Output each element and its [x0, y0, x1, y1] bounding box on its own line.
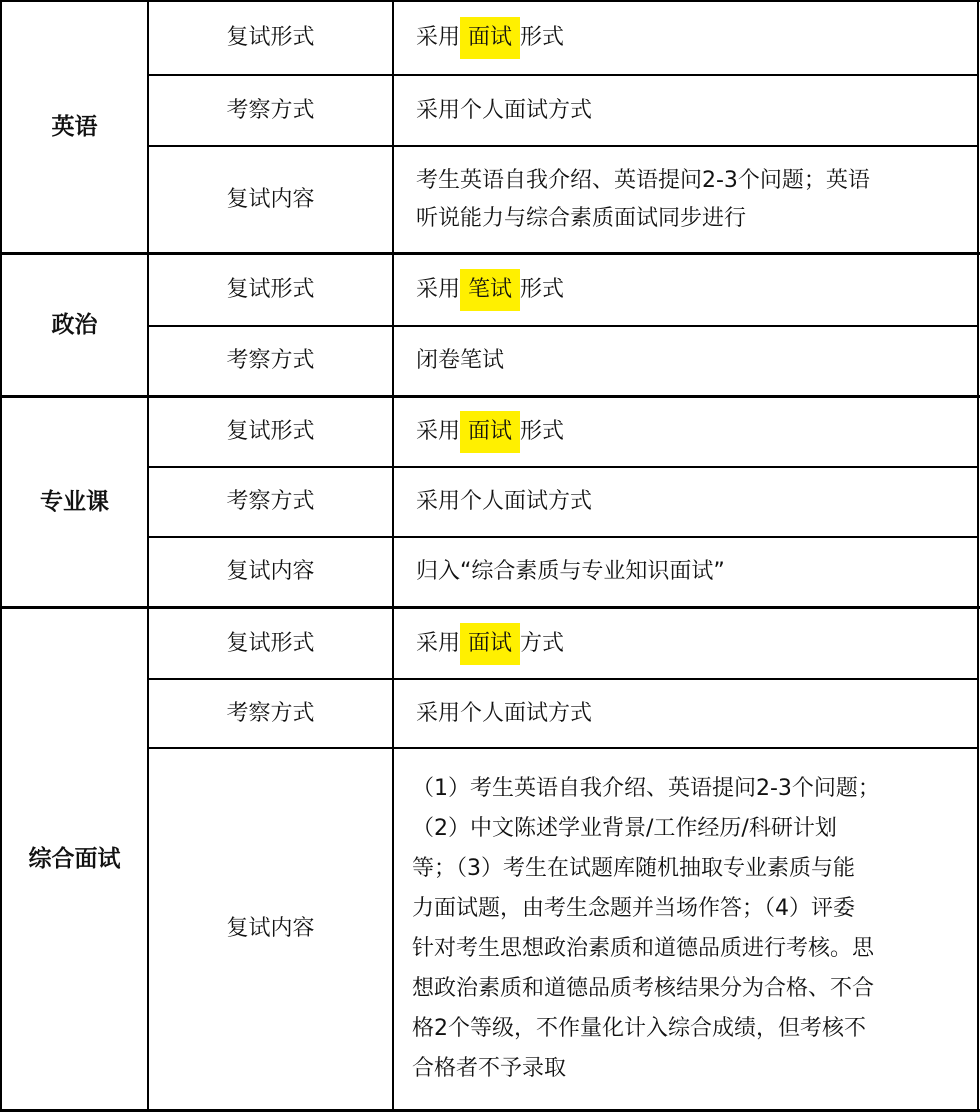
category-interview: 综合面试 — [28, 846, 121, 872]
label-form: 复试形式 — [226, 419, 315, 444]
content-line: 合格者不予录取 — [412, 1056, 567, 1081]
label-method: 考察方式 — [226, 700, 315, 726]
highlight-mark: 面试 — [460, 17, 520, 59]
content-line: 等；（3）考生在试题库随机抽取专业素质与能 — [412, 856, 855, 881]
form-prefix: 采用 — [416, 630, 461, 656]
value-method: 闭卷笔试 — [416, 348, 505, 373]
form-suffix: 形式 — [520, 419, 565, 444]
value-form — [394, 609, 977, 678]
content-line: 听说能力与综合素质面试同步进行 — [416, 205, 747, 231]
form-suffix: 形式 — [520, 25, 565, 50]
category-politics: 政治 — [51, 312, 98, 338]
category-english: 英语 — [51, 114, 98, 140]
label-content: 复试内容 — [226, 916, 315, 941]
label-form: 复试形式 — [226, 277, 315, 302]
value-content — [394, 749, 977, 1109]
category-major: 专业课 — [40, 489, 109, 515]
value-content: 归入“综合素质与专业知识面试” — [416, 559, 725, 584]
form-prefix: 采用 — [416, 277, 461, 302]
value-form — [394, 2, 977, 74]
highlight-mark: 面试 — [460, 623, 520, 665]
label-method: 考察方式 — [226, 97, 315, 123]
value-form — [394, 255, 977, 325]
value-method: 采用个人面试方式 — [416, 489, 593, 514]
form-prefix: 采用 — [416, 25, 461, 50]
content-line: 格2个等级，不作量化计入综合成绩，但考核不 — [412, 1016, 866, 1041]
content-line: 力面试题，由考生念题并当场作答；（4）评委 — [412, 896, 855, 921]
content-line: 针对考生思想政治素质和道德品质进行考核。思 — [412, 936, 875, 961]
content-line: 考生英语自我介绍、英语提问2-3个问题；英语 — [416, 167, 870, 193]
content-line: （2）中文陈述学业背景/工作经历/科研计划 — [412, 816, 837, 841]
value-method: 采用个人面试方式 — [416, 700, 593, 726]
value-method: 采用个人面试方式 — [416, 97, 593, 123]
label-content: 复试内容 — [226, 186, 315, 212]
form-suffix: 形式 — [520, 277, 565, 302]
highlight-mark: 笔试 — [460, 269, 520, 311]
label-method: 考察方式 — [226, 489, 315, 514]
form-suffix: 方式 — [520, 630, 565, 656]
label-content: 复试内容 — [226, 559, 315, 584]
highlight-mark: 面试 — [460, 411, 520, 453]
label-method: 考察方式 — [226, 348, 315, 373]
form-prefix: 采用 — [416, 419, 461, 444]
label-form: 复试形式 — [226, 25, 315, 50]
border-right — [977, 0, 979, 1112]
value-content — [394, 147, 977, 252]
value-form — [394, 398, 977, 466]
content-line: 想政治素质和道德品质考核结果分为合格、不合 — [412, 976, 875, 1001]
content-line: （1）考生英语自我介绍、英语提问2-3个问题； — [412, 776, 880, 801]
label-form: 复试形式 — [226, 630, 315, 656]
